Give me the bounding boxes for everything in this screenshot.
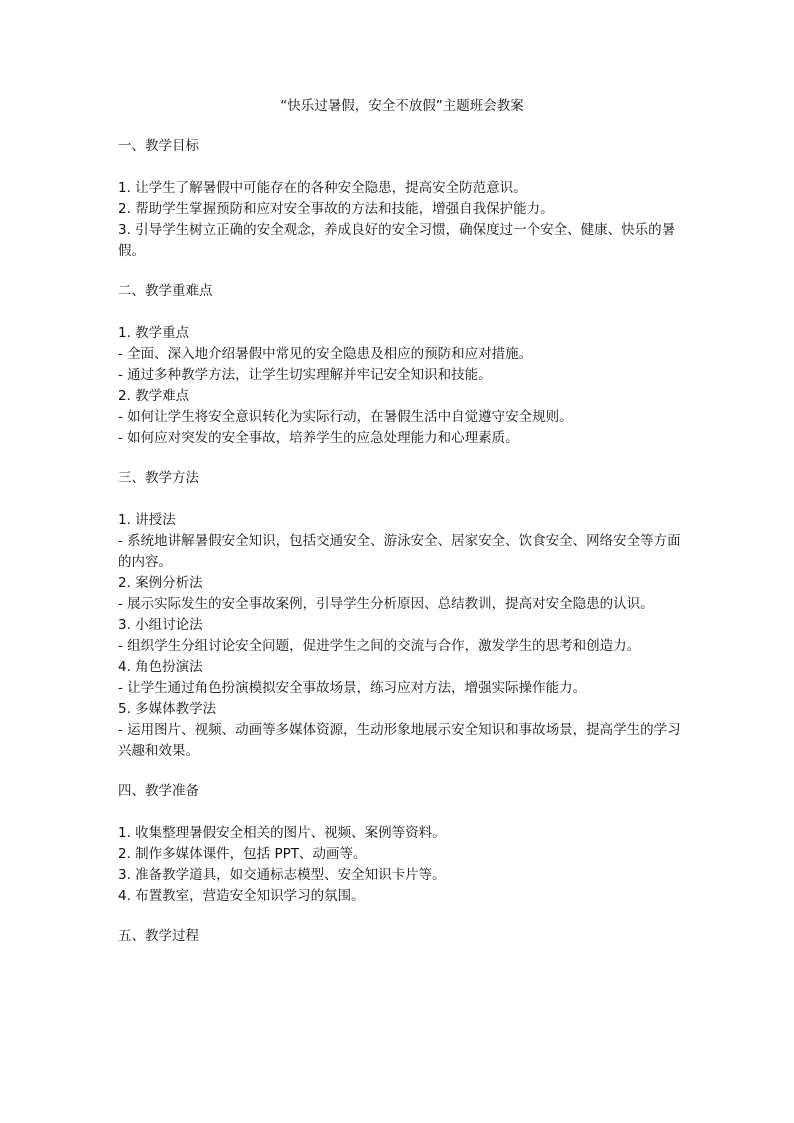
- section-process: [118, 926, 686, 947]
- section-heading: 二、教学重难点: [118, 283, 213, 299]
- list-item: 2. 帮助学生掌握预防和应对安全事故的方法和技能，增强自我保护能力。: [118, 201, 554, 217]
- section-body: [118, 178, 686, 262]
- list-item: 2. 制作多媒体课件，包括 PPT、动画等。: [118, 846, 367, 862]
- list-item: 3. 小组讨论法: [118, 617, 203, 633]
- list-item: - 运用图片、视频、动画等多媒体资源，生动形象地展示安全知识和事故场景，提高学生的学习兴趣和效果。: [118, 722, 681, 759]
- list-item: 4. 布置教室，营造安全知识学习的氛围。: [118, 888, 365, 904]
- list-item: - 通过多种教学方法，让学生切实理解并牢记安全知识和技能。: [118, 367, 492, 383]
- list-item: 1. 收集整理暑假安全相关的图片、视频、案例等资料。: [118, 825, 446, 841]
- section-body: [118, 510, 686, 762]
- list-item: 1. 教学重点: [118, 325, 190, 341]
- list-item: - 如何让学生将安全意识转化为实际行动，在暑假生活中自觉遵守安全规则。: [118, 409, 573, 425]
- document-title: “快乐过暑假，安全不放假”主题班会教案: [280, 98, 524, 114]
- list-item: - 展示实际发生的安全事故案例，引导学生分析原因、总结教训，提高对安全隐患的认识。: [118, 596, 654, 612]
- list-item: 2. 案例分析法: [118, 575, 203, 591]
- section-heading: 四、教学准备: [118, 783, 199, 799]
- section-key-points: [118, 281, 686, 449]
- list-item: 4. 角色扮演法: [118, 659, 203, 675]
- list-item: 2. 教学难点: [118, 388, 190, 404]
- section-preparation: [118, 781, 686, 907]
- list-item: - 如何应对突发的安全事故，培养学生的应急处理能力和心理素质。: [118, 430, 519, 446]
- section-heading: 一、教学目标: [118, 138, 199, 154]
- section-heading: 五、教学过程: [118, 928, 199, 944]
- section-body: [118, 323, 686, 449]
- list-item: 1. 让学生了解暑假中可能存在的各种安全隐患，提高安全防范意识。: [118, 180, 527, 196]
- list-item: 1. 讲授法: [118, 512, 176, 528]
- section-objectives: [118, 136, 686, 262]
- section-methods: [118, 468, 686, 762]
- list-item: - 全面、深入地介绍暑假中常见的安全隐患及相应的预防和应对措施。: [118, 346, 533, 362]
- document-content: [118, 96, 686, 947]
- section-body: [118, 823, 686, 907]
- section-heading: 三、教学方法: [118, 470, 199, 486]
- list-item: - 系统地讲解暑假安全知识，包括交通安全、游泳安全、居家安全、饮食安全、网络安全等方面的内容。: [118, 533, 681, 570]
- list-item: - 让学生通过角色扮演模拟安全事故场景，练习应对方法，增强实际操作能力。: [118, 680, 587, 696]
- list-item: 5. 多媒体教学法: [118, 701, 217, 717]
- list-item: - 组织学生分组讨论安全问题，促进学生之间的交流与合作，激发学生的思考和创造力。: [118, 638, 641, 654]
- list-item: 3. 引导学生树立正确的安全观念，养成良好的安全习惯，确保度过一个安全、健康、快乐的暑假。: [118, 222, 676, 259]
- list-item: 3. 准备教学道具，如交通标志模型、安全知识卡片等。: [118, 867, 446, 883]
